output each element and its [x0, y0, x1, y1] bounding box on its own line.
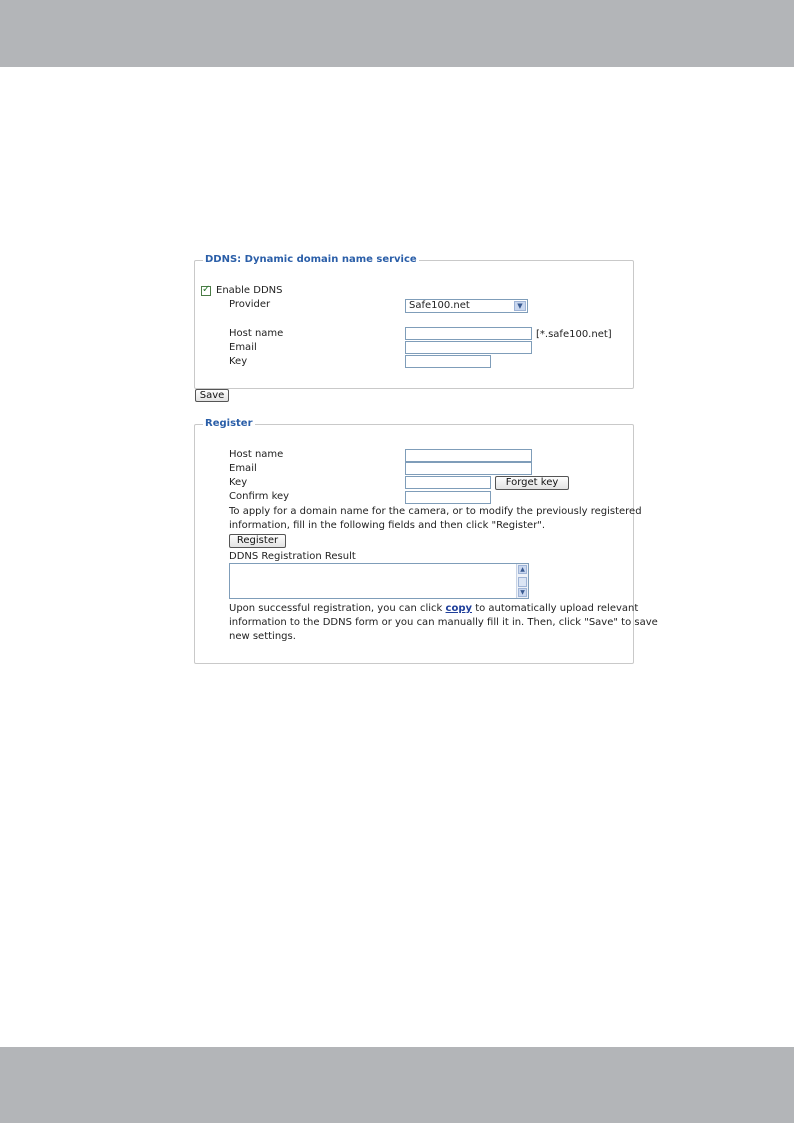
- register-email-field[interactable]: [405, 462, 532, 475]
- register-button[interactable]: Register: [229, 534, 286, 548]
- confirm-key-field[interactable]: [405, 491, 491, 504]
- copy-note-line1: [229, 603, 638, 615]
- register-legend: Register: [205, 418, 253, 429]
- footer-band: [0, 1047, 794, 1123]
- registration-result-textarea[interactable]: [229, 563, 529, 599]
- register-host-name-label: Host name: [229, 449, 284, 460]
- copy-link[interactable]: copy: [445, 603, 472, 614]
- header-band: [0, 0, 794, 67]
- enable-ddns-checkbox[interactable]: [201, 286, 211, 296]
- register-instructions-line1: To apply for a domain name for the camera, or to modify the previously registered: [229, 506, 642, 517]
- email-label: Email: [229, 342, 257, 353]
- copy-note-post: to automatically upload relevant: [475, 603, 639, 614]
- enable-ddns-label: Enable DDNS: [216, 285, 283, 296]
- check-icon: ✓: [202, 284, 211, 295]
- scroll-thumb[interactable]: [518, 577, 527, 587]
- forget-key-button[interactable]: Forget key: [495, 476, 569, 490]
- register-key-label: Key: [229, 477, 248, 488]
- key-field[interactable]: [405, 355, 491, 368]
- scroll-down-icon[interactable]: ▼: [518, 588, 527, 597]
- register-key-field[interactable]: [405, 476, 491, 489]
- ddns-legend: DDNS: Dynamic domain name service: [205, 254, 417, 265]
- host-suffix-label: [*.safe100.net]: [536, 329, 612, 340]
- confirm-key-label: Confirm key: [229, 491, 290, 502]
- register-instructions-line2: information, fill in the following fields and then click "Register".: [229, 520, 546, 531]
- copy-note-pre: Upon successful registration, you can click: [229, 603, 446, 614]
- result-scrollbar[interactable]: [516, 564, 528, 598]
- chevron-down-icon[interactable]: ▼: [514, 301, 526, 311]
- copy-note-line3: new settings.: [229, 631, 296, 642]
- provider-value: Safe100.net: [409, 300, 470, 311]
- provider-select[interactable]: [405, 299, 528, 313]
- email-field[interactable]: [405, 341, 532, 354]
- ddns-fieldset: [194, 254, 634, 389]
- register-email-label: Email: [229, 463, 257, 474]
- host-name-field[interactable]: [405, 327, 532, 340]
- provider-label: Provider: [229, 299, 271, 310]
- registration-result-label: DDNS Registration Result: [229, 551, 356, 562]
- scroll-up-icon[interactable]: ▲: [518, 565, 527, 574]
- copy-note-line2: information to the DDNS form or you can manually fill it in. Then, click "Save" to save: [229, 617, 658, 628]
- key-label: Key: [229, 356, 248, 367]
- register-host-name-field[interactable]: [405, 449, 532, 462]
- host-name-label: Host name: [229, 328, 284, 339]
- save-button[interactable]: Save: [195, 389, 229, 402]
